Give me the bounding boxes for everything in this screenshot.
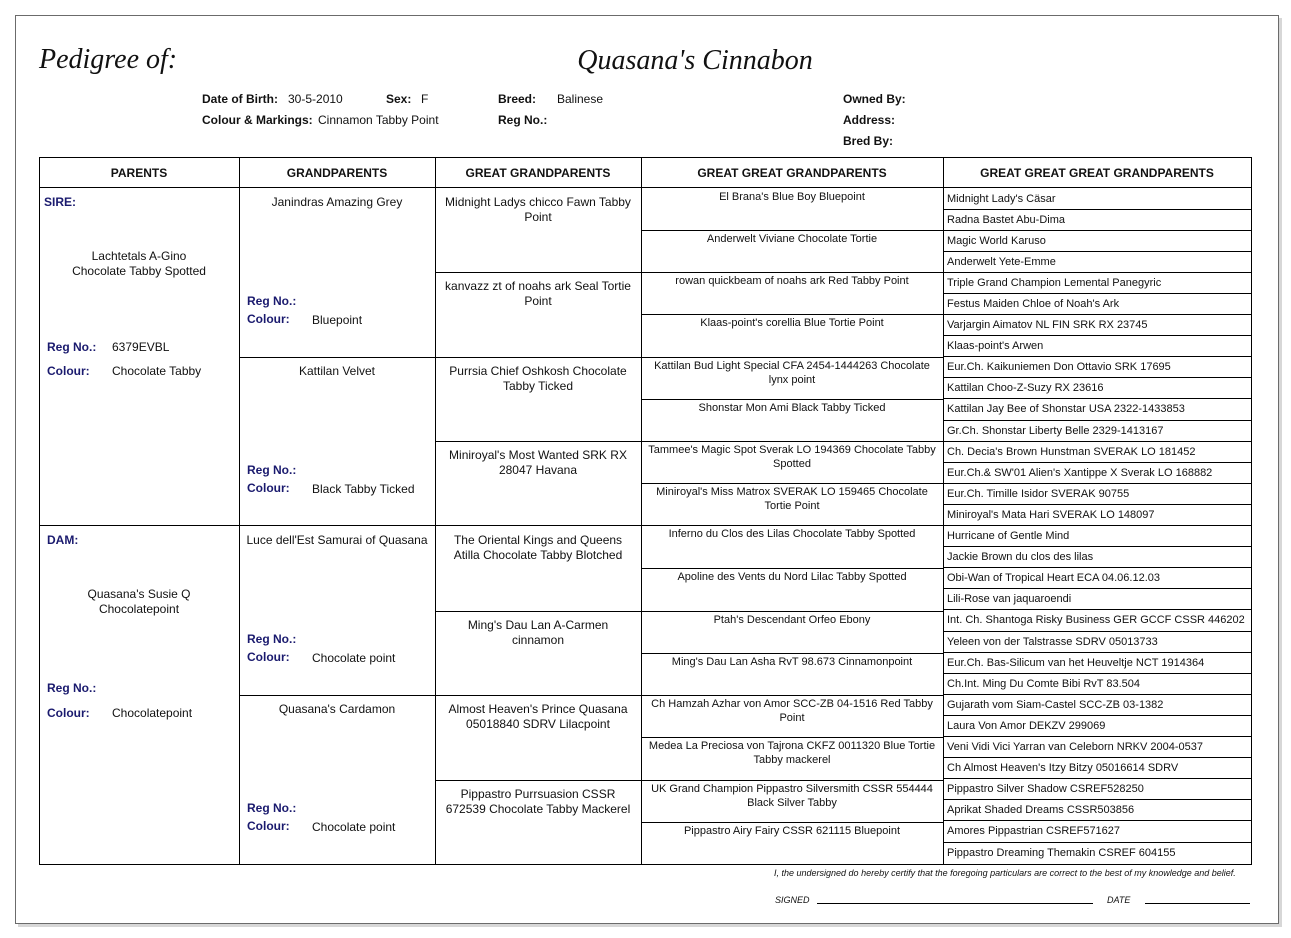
ggg-grandparent-name: Aprikat Shaded Dreams CSSR503856 — [947, 804, 1135, 816]
grandparent-colour-value: Bluepoint — [312, 313, 363, 327]
great-grandparent-name: Midnight Ladys chicco Fawn Tabby Point — [445, 195, 631, 224]
row-divider — [943, 420, 1251, 421]
great-grandparent-name: Ming's Dau Lan A-Carmen cinnamon — [467, 618, 609, 647]
row-divider — [641, 230, 943, 231]
ggg-grandparent-name: Gujarath vom Siam-Castel SCC-ZB 03-1382 — [947, 699, 1164, 711]
sire-name: Lachtetals A-Gino Chocolate Tabby Spotted — [72, 249, 206, 278]
ggg-grandparent-name: Pippastro Dreaming Themakin CSREF 604155 — [947, 847, 1176, 859]
address-label: Address: — [843, 113, 896, 127]
sire-reg-label: Reg No.: — [47, 340, 97, 354]
great-grandparent-name: Almost Heaven's Prince Quasana 05018840 SDRV Lilacpoint — [448, 702, 628, 731]
colour-markings-value: Cinnamon Tabby Point — [318, 113, 439, 127]
row-divider — [641, 695, 943, 696]
row-divider — [641, 653, 943, 654]
row-divider — [641, 314, 943, 315]
column-divider — [1251, 157, 1252, 865]
row-divider — [943, 778, 1251, 779]
row-divider — [943, 757, 1251, 758]
signed-label: SIGNED — [775, 895, 810, 905]
ggg-grandparent-name: Triple Grand Champion Lemental Panegyric — [947, 277, 1162, 289]
header-divider — [39, 187, 1252, 188]
ggg-grandparent-name: Eur.Ch. Kaikuniemen Don Ottavio SRK 17695 — [947, 361, 1171, 373]
ggg-grandparent-name: Midnight Lady's Cäsar — [947, 193, 1056, 205]
row-divider — [943, 546, 1251, 547]
column-divider — [943, 157, 944, 865]
gg-grandparent-name: Ptah's Descendant Orfeo Ebony — [713, 614, 871, 626]
grandparent-colour-label: Colour: — [247, 650, 290, 664]
ggg-grandparent-name: Ch.Int. Ming Du Comte Bibi RvT 83.504 — [947, 678, 1140, 690]
great-grandparent-name: Purrsia Chief Oshkosh Chocolate Tabby Ticked — [449, 364, 627, 393]
gg-grandparent-name: UK Grand Champion Pippastro Silversmith CSSR 554444 Black Silver Tabby — [651, 783, 933, 809]
row-divider — [435, 695, 641, 696]
row-divider — [435, 272, 641, 273]
gg-grandparent-name: Pippastro Airy Fairy CSSR 621115 Bluepoint — [683, 825, 901, 837]
row-divider — [239, 695, 435, 696]
row-divider — [641, 272, 943, 273]
grandparent-colour-value: Chocolate point — [312, 820, 396, 834]
row-divider — [943, 230, 1251, 231]
ggg-grandparent-name: Gr.Ch. Shonstar Liberty Belle 2329-1413167 — [947, 425, 1164, 437]
column-header: GREAT GRANDPARENTS — [465, 166, 611, 180]
gg-grandparent-name: Tammee's Magic Spot Sverak LO 194369 Chocolate Tabby Spotted — [648, 444, 936, 470]
ggg-grandparent-name: Eur.Ch. Timille Isidor SVERAK 90755 — [947, 488, 1130, 500]
row-divider — [641, 568, 943, 569]
table-border-bottom — [39, 864, 1252, 865]
grandparent-colour-label: Colour: — [247, 481, 290, 495]
row-divider — [435, 357, 641, 358]
grandparent-name: Janindras Amazing Grey — [271, 195, 403, 209]
ggg-grandparent-name: Amores Pippastrian CSREF571627 — [947, 825, 1121, 837]
breed-label: Breed: — [498, 92, 537, 106]
ggg-grandparent-name: Ch Almost Heaven's Itzy Bitzy 05016614 SDRV — [947, 762, 1179, 774]
column-divider — [641, 157, 642, 865]
row-divider — [943, 588, 1251, 589]
dam-reg-label: Reg No.: — [47, 681, 97, 695]
ggg-grandparent-name: Ch. Decia's Brown Hunstman SVERAK LO 181452 — [947, 446, 1196, 458]
gg-grandparent-name: Shonstar Mon Ami Black Tabby Ticked — [698, 402, 886, 414]
row-divider — [943, 715, 1251, 716]
gg-grandparent-name: Ch Hamzah Azhar von Amor SCC-ZB 04-1516 Red Tabby Point — [651, 698, 933, 724]
row-divider — [239, 357, 435, 358]
dam-colour-label: Colour: — [47, 706, 90, 720]
sire-label: SIRE: — [44, 195, 77, 209]
ggg-grandparent-name: Anderwelt Yete-Emme — [947, 256, 1056, 268]
row-divider — [943, 673, 1251, 674]
grandparent-colour-value: Black Tabby Ticked — [312, 482, 415, 496]
dam-colour-value: Chocolatepoint — [112, 706, 193, 720]
row-divider — [641, 525, 943, 526]
owned-by-label: Owned By: — [843, 92, 906, 106]
row-divider — [943, 567, 1251, 568]
grandparent-name: Quasana's Cardamon — [278, 702, 396, 716]
row-divider — [943, 356, 1251, 357]
row-divider — [435, 780, 641, 781]
row-divider — [641, 399, 943, 400]
row-divider — [239, 525, 435, 526]
grandparent-reg-label: Reg No.: — [247, 294, 297, 308]
ggg-grandparent-name: Kattilan Choo-Z-Suzy RX 23616 — [947, 382, 1104, 394]
row-divider — [943, 694, 1251, 695]
row-divider — [641, 611, 943, 612]
column-header: GREAT GREAT GREAT GRANDPARENTS — [980, 166, 1214, 180]
sire-reg-value: 6379EVBL — [112, 340, 170, 354]
sex-label: Sex: — [386, 92, 412, 106]
grandparent-colour-value: Chocolate point — [312, 651, 396, 665]
date-label: DATE — [1107, 895, 1131, 905]
ggg-grandparent-name: Miniroyal's Mata Hari SVERAK LO 148097 — [947, 509, 1155, 521]
grandparent-name: Luce dell'Est Samurai of Quasana — [246, 533, 428, 547]
row-divider — [641, 441, 943, 442]
gg-grandparent-name: Apoline des Vents du Nord Lilac Tabby Spotted — [677, 571, 907, 583]
pedigree-title: Pedigree of: — [39, 44, 178, 75]
sex-value: F — [421, 92, 429, 106]
row-divider — [943, 293, 1251, 294]
great-grandparent-name: Miniroyal's Most Wanted SRK RX 28047 Havana — [449, 448, 627, 477]
row-divider — [943, 251, 1251, 252]
reg-no-label: Reg No.: — [498, 113, 548, 127]
great-grandparent-name: kanvazz zt of noahs ark Seal Tortie Point — [445, 279, 631, 308]
row-divider — [943, 335, 1251, 336]
row-divider — [435, 611, 641, 612]
row-divider — [641, 822, 943, 823]
row-divider — [641, 483, 943, 484]
row-divider — [435, 525, 641, 526]
row-divider — [943, 504, 1251, 505]
column-header: GRANDPARENTS — [286, 166, 388, 180]
gg-grandparent-name: rowan quickbeam of noahs ark Red Tabby Point — [675, 275, 909, 287]
great-grandparent-name: The Oriental Kings and Queens Atilla Chocolate Tabby Blotched — [453, 533, 623, 562]
ggg-grandparent-name: Lili-Rose van jaquaroendi — [947, 593, 1072, 605]
row-divider — [435, 441, 641, 442]
ggg-grandparent-name: Pippastro Silver Shadow CSREF528250 — [947, 783, 1144, 795]
dob-value: 30-5-2010 — [288, 92, 343, 106]
grandparent-reg-label: Reg No.: — [247, 463, 297, 477]
dob-label: Date of Birth: — [202, 92, 278, 106]
row-divider — [943, 842, 1251, 843]
row-divider — [943, 652, 1251, 653]
row-divider — [943, 377, 1251, 378]
ggg-grandparent-name: Laura Von Amor DEKZV 299069 — [947, 720, 1106, 732]
ggg-grandparent-name: Magic World Karuso — [947, 235, 1046, 247]
date-line — [1145, 903, 1250, 904]
row-divider — [943, 462, 1251, 463]
gg-grandparent-name: Ming's Dau Lan Asha RvT 98.673 Cinnamonpoint — [671, 656, 913, 668]
row-divider — [641, 780, 943, 781]
certification-text: I, the undersigned do hereby certify that the foregoing particulars are correct to the best of my knowledge and belief. — [774, 868, 1236, 878]
ggg-grandparent-name: Eur.Ch. Bas-Silicum van het Heuveltje NCT 1914364 — [947, 657, 1205, 669]
gg-grandparent-name: Anderwelt Viviane Chocolate Tortie — [706, 233, 878, 245]
grandparent-reg-label: Reg No.: — [247, 632, 297, 646]
gg-grandparent-name: Klaas-point's corellia Blue Tortie Point — [700, 317, 884, 329]
row-divider — [943, 525, 1251, 526]
gg-grandparent-name: Inferno du Clos des Lilas Chocolate Tabby Spotted — [668, 528, 916, 540]
ggg-grandparent-name: Veni Vidi Vici Yarran van Celeborn NRKV 2004-0537 — [947, 741, 1204, 753]
column-divider — [239, 157, 240, 865]
gg-grandparent-name: Medea La Preciosa von Tajrona CKFZ 0011320 Blue Tortie Tabby mackerel — [648, 740, 936, 766]
ggg-grandparent-name: Kattilan Jay Bee of Shonstar USA 2322-1433853 — [947, 403, 1185, 415]
row-divider — [943, 441, 1251, 442]
row-divider — [943, 799, 1251, 800]
column-divider — [435, 157, 436, 865]
ggg-grandparent-name: Int. Ch. Shantoga Risky Business GER GCCF CSSR 446202 — [947, 614, 1245, 626]
ggg-grandparent-name: Yeleen von der Talstrasse SDRV 05013733 — [947, 636, 1158, 648]
row-divider — [943, 631, 1251, 632]
row-divider — [943, 736, 1251, 737]
gg-grandparent-name: Miniroyal's Miss Matrox SVERAK LO 159465 Chocolate Tortie Point — [656, 486, 928, 512]
ggg-grandparent-name: Festus Maiden Chloe of Noah's Ark — [947, 298, 1120, 310]
table-border-top — [39, 157, 1252, 158]
column-header: GREAT GREAT GRANDPARENTS — [697, 166, 887, 180]
row-divider — [943, 483, 1251, 484]
bred-by-label: Bred By: — [843, 134, 894, 148]
ggg-grandparent-name: Eur.Ch.& SW'01 Alien's Xantippe X Sverak LO 168882 — [947, 467, 1213, 479]
row-divider — [641, 737, 943, 738]
ggg-grandparent-name: Jackie Brown du clos des lilas — [947, 551, 1094, 563]
ggg-grandparent-name: Klaas-point's Arwen — [947, 340, 1044, 352]
gg-grandparent-name: El Brana's Blue Boy Bluepoint — [719, 191, 865, 203]
ggg-grandparent-name: Obi-Wan of Tropical Heart ECA 04.06.12.03 — [947, 572, 1160, 584]
great-grandparent-name: Pippastro Purrsuasion CSSR 672539 Chocolate Tabby Mackerel — [445, 787, 631, 816]
signature-line — [817, 903, 1093, 904]
row-divider — [943, 398, 1251, 399]
row-divider — [943, 820, 1251, 821]
gg-grandparent-name: Kattilan Bud Light Special CFA 2454-1444263 Chocolate lynx point — [654, 360, 930, 386]
dam-name: Quasana's Susie Q Chocolatepoint — [87, 587, 191, 616]
ggg-grandparent-name: Hurricane of Gentle Mind — [947, 530, 1070, 542]
row-divider — [943, 609, 1251, 610]
row-divider — [641, 357, 943, 358]
colour-markings-label: Colour & Markings: — [202, 113, 313, 127]
row-divider — [943, 209, 1251, 210]
cat-name: Quasana's Cinnabon — [577, 45, 813, 76]
breed-value: Balinese — [557, 92, 604, 106]
dam-label: DAM: — [47, 533, 79, 547]
ggg-grandparent-name: Radna Bastet Abu-Dima — [947, 214, 1066, 226]
grandparent-name: Kattilan Velvet — [298, 364, 376, 378]
row-divider — [943, 314, 1251, 315]
sire-colour-label: Colour: — [47, 364, 90, 378]
row-divider — [943, 272, 1251, 273]
grandparent-reg-label: Reg No.: — [247, 801, 297, 815]
grandparent-colour-label: Colour: — [247, 312, 290, 326]
column-header: PARENTS — [110, 166, 168, 180]
row-divider — [39, 525, 239, 526]
ggg-grandparent-name: Varjargin Aimatov NL FIN SRK RX 23745 — [947, 319, 1148, 331]
sire-colour-value: Chocolate Tabby — [112, 364, 202, 378]
grandparent-colour-label: Colour: — [247, 819, 290, 833]
